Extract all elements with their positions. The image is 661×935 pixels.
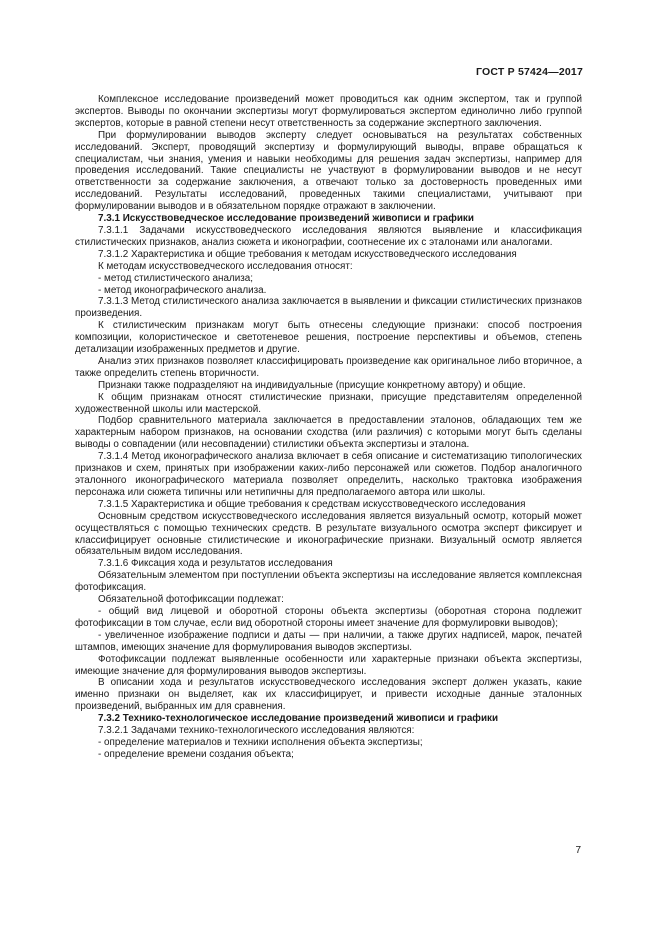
body-paragraph: 7.3.1.6 Фиксация хода и результатов исследования	[98, 558, 333, 570]
body-paragraph: 7.3.1.4 Метод иконографического анализа включает в себя описание и систематизацию типологических признаков и схем, принятых при изображении каких-либо персонажей или сюжетов. Подбор аналогичного эталонного иконографического материала позволяет определить, насколько трактовка изображения персонажа или сюжета типичны или нетипичны для предполагаемого автора или школы.	[75, 451, 582, 498]
body-paragraph: 7.3.1.1 Задачами искусствоведческого исследования являются выявление и классификация стилистических признаков, анализ сюжета и иконографии, соотнесение их с эталонами или аналогами.	[75, 224, 582, 248]
body-paragraph: В описании хода и результатов искусствоведческого исследования эксперт должен указать, какие именно признаки он выделяет, как их классифицирует, и привести исходные данные эталонных произведений, выбранных им для сравнения.	[75, 677, 582, 713]
body-paragraph: 7.3.1.5 Характеристика и общие требования к средствам искусствоведческого исследования	[98, 498, 526, 510]
body-paragraph: Фотофиксации подлежат выявленные особенности или характерные признаки объекта экспертизы, имеющие значение для формулирования выводов экспертизы.	[75, 653, 582, 677]
body-paragraph: Основным средством искусствоведческого исследования является визуальный осмотр, который может осуществляться с помощью технических средств. В результате визуального осмотра эксперт фиксирует и классифицирует основные стилистические и иконографические признаки. Визуальный осмотр является обязательным видом исследования.	[75, 510, 582, 558]
section-heading: 7.3.2 Технико-технологическое исследование произведений живописи и графики	[98, 713, 499, 725]
body-paragraph: - метод стилистического анализа;	[98, 272, 254, 284]
body-paragraph: Комплексное исследование произведений может проводиться как одним экспертом, так и группой экспертов. Выводы по окончании экспертизы могут формулироваться экспертом единолично либо группой экспертов, которые в равной степени несут ответственность за содержание экспертного заключения.	[75, 94, 582, 129]
page-number: 7	[575, 845, 581, 856]
body-paragraph: - метод иконографического анализа.	[98, 284, 267, 296]
document-body	[75, 94, 582, 761]
body-paragraph: 7.3.1.2 Характеристика и общие требования к методам искусствоведческого исследования	[98, 248, 517, 260]
document-standard-id: ГОСТ Р 57424—2017	[475, 66, 583, 78]
body-paragraph: 7.3.2.1 Задачами технико-технологического исследования являются:	[98, 725, 415, 737]
body-paragraph: Признаки также подразделяют на индивидуальные (присущие конкретному автору) и общие.	[98, 379, 526, 391]
body-paragraph: К стилистическим признакам могут быть отнесены следующие признаки: способ построения композиции, колористическое и светотеневое решения, построение перспективы и объемов, степень детализации изображенных предметов и другие.	[75, 320, 582, 356]
body-paragraph: - увеличенное изображение подписи и даты — при наличии, а также других надписей, марок, печатей штампов, имеющих значение для формулирования выводов экспертизы.	[75, 629, 582, 653]
body-paragraph: 7.3.1.3 Метод стилистического анализа заключается в выявлении и фиксации стилистических признаков произведения.	[75, 296, 582, 320]
body-paragraph: При формулировании выводов эксперту следует основываться на результатах собственных исследований. Эксперт, проводящий экспертизу и формулирующий выводы, вправе обращаться к специалистам, чьи знания, умения и навыки необходимы для решения задач экспертизы, например для проведения исследований. Такие специалисты не участвуют в формулировании выводов и не несут ответственности за содержание заключения, а отвечают только за достоверность проведенных ими исследований. Результаты исследований, проведенных такими специалистами, учитывают при формулировании выводов и в обязательном порядке отражают в заключении.	[75, 129, 582, 213]
body-paragraph: Анализ этих признаков позволяет классифицировать произведение как оригинальное либо вторичное, а также определить степень вторичности.	[75, 355, 582, 379]
body-paragraph: - определение времени создания объекта;	[98, 748, 294, 760]
body-paragraph: Обязательным элементом при поступлении объекта экспертизы на исследование является комплексная фотофиксация.	[75, 570, 582, 594]
body-paragraph: Обязательной фотофиксации подлежат:	[98, 594, 284, 606]
body-paragraph: - общий вид лицевой и оборотной стороны объекта экспертизы (оборотная сторона подлежит фотофиксации в том случае, если вид оборотной стороны имеет значение для формулировки выводов);	[75, 605, 582, 629]
body-paragraph: - определение материалов и техники исполнения объекта экспертизы;	[98, 736, 423, 748]
section-heading: 7.3.1 Искусствоведческое исследование произведений живописи и графики	[98, 213, 474, 225]
body-paragraph: К общим признакам относят стилистические признаки, присущие представителям определенной художественной школы или мастерской.	[75, 391, 582, 415]
body-paragraph: К методам искусствоведческого исследования относят:	[98, 260, 353, 272]
body-paragraph: Подбор сравнительного материала заключается в предоставлении эталонов, обладающих тем же характерным набором признаков, на основании сходства (или различия) с которыми могут быть сделаны выводы о совпадении (или несовпадении) стилистики объекта экспертизы и эталона.	[75, 415, 582, 451]
